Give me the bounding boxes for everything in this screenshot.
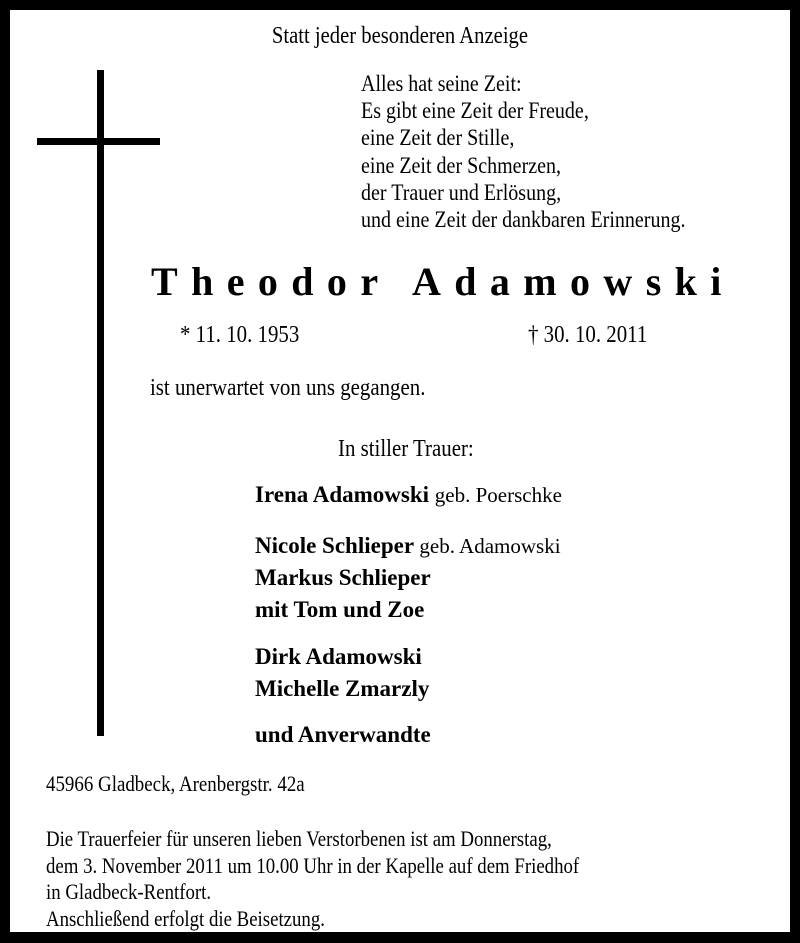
poem-line: eine Zeit der Stille, xyxy=(361,125,515,151)
maiden-name: geb. Adamowski xyxy=(419,534,561,558)
departed-text: ist unerwartet von uns gegangen. xyxy=(150,375,426,401)
poem xyxy=(361,70,734,233)
notice-header: Statt jeder besonderen Anzeige xyxy=(271,23,529,49)
birth-date: * 11. 10. 1953 xyxy=(180,322,300,348)
poem-line: Alles hat seine Zeit: xyxy=(361,71,522,96)
family-member: mit Tom und Zoe xyxy=(255,597,425,622)
address: 45966 Gladbeck, Arenbergstr. 42a xyxy=(46,771,305,796)
mourning-heading: In stiller Trauer: xyxy=(338,436,474,462)
deceased-name: Theodor Adamowski xyxy=(151,259,735,304)
family-member: und Anverwandte xyxy=(255,722,431,747)
family-member: Nicole Schlieper geb. Adamowski xyxy=(255,533,561,558)
family-member: Markus Schlieper xyxy=(255,565,431,590)
family-member: Michelle Zmarzly xyxy=(255,676,430,701)
poem-line: und eine Zeit der dankbaren Erinnerung. xyxy=(361,207,686,233)
family-member: Dirk Adamowski xyxy=(255,644,422,669)
death-date: † 30. 10. 2011 xyxy=(528,322,648,348)
service-line: dem 3. November 2011 um 10.00 Uhr in der Kapelle auf dem Friedhof xyxy=(46,852,580,878)
obituary-notice xyxy=(10,10,790,932)
poem-line: eine Zeit der Schmerzen, xyxy=(361,152,562,178)
maiden-name: geb. Poerschke xyxy=(434,483,562,507)
service-line: Anschließend erfolgt die Beisetzung. xyxy=(46,905,325,931)
service-line: in Gladbeck-Rentfort. xyxy=(46,879,212,904)
family-member: Irena Adamowski geb. Poerschke xyxy=(255,482,562,507)
cross-icon-crossbar xyxy=(37,138,160,145)
poem-line: Es gibt eine Zeit der Freude, xyxy=(361,98,589,124)
cross-icon xyxy=(97,70,104,736)
service-details xyxy=(46,826,767,932)
service-line: Die Trauerfeier für unseren lieben Verstorbenen ist am Donnerstag, xyxy=(46,826,552,851)
poem-line: der Trauer und Erlösung, xyxy=(361,179,562,205)
